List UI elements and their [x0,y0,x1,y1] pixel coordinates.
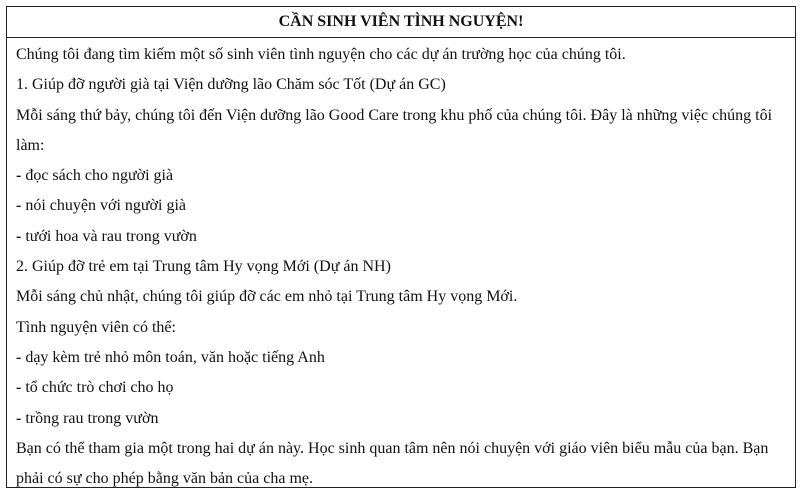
list-item-text: tổ chức trò chơi cho họ [25,379,174,397]
list-item-text: trồng rau trong vườn [25,409,159,427]
notice-body [7,38,795,494]
closing-text: Bạn có thể tham gia một trong hai dự án này. Học sinh quan tâm nên nói chuyện với giáo viên biểu mẫu của bạn. Bạn phải có sự cho phép bằng văn bản của cha mẹ. [16,439,769,488]
project1-description: Mỗi sáng thứ bảy, chúng tôi đến Viện dưỡng lão Good Care trong khu phố của chúng tôi. Đây là những việc chúng tôi làm: [16,106,773,154]
project2-description: Mỗi sáng chủ nhật, chúng tôi giúp đỡ các em nhỏ tại Trung tâm Hy vọng Mới. [16,288,518,306]
project2-heading: 2. Giúp đỡ trẻ em tại Trung tâm Hy vọng Mới (Dự án NH) [16,258,391,276]
project1-heading: 1. Giúp đỡ người già tại Viện dưỡng lão Chăm sóc Tốt (Dự án GC) [16,76,446,94]
intro-text: Chúng tôi đang tìm kiếm một số sinh viên tình nguyện cho các dự án trường học của chúng tôi. [16,46,626,63]
bullet-mark: - [16,227,22,245]
bullet-mark: - [16,348,22,366]
list-item-text: tưới hoa và rau trong vườn [25,227,197,245]
bullet-mark: - [16,197,22,215]
bullet-mark: - [16,409,22,427]
project2-lead: Tình nguyện viên có thể: [16,318,176,336]
bullet-mark: - [16,167,22,185]
list-item-text: đọc sách cho người già [25,167,174,185]
notice-title: CẦN SINH VIÊN TÌNH NGUYỆN! [7,7,795,38]
list-item [16,373,795,403]
list-item-text: nói chuyện với người già [25,197,187,215]
bullet-mark: - [16,379,22,397]
list-item [16,222,795,252]
list-item-text: dạy kèm trẻ nhỏ môn toán, văn hoặc tiếng Anh [25,348,325,366]
list-item [16,191,795,221]
list-item [16,343,795,373]
volunteer-notice [6,6,796,488]
list-item [16,404,795,434]
list-item [16,161,795,191]
